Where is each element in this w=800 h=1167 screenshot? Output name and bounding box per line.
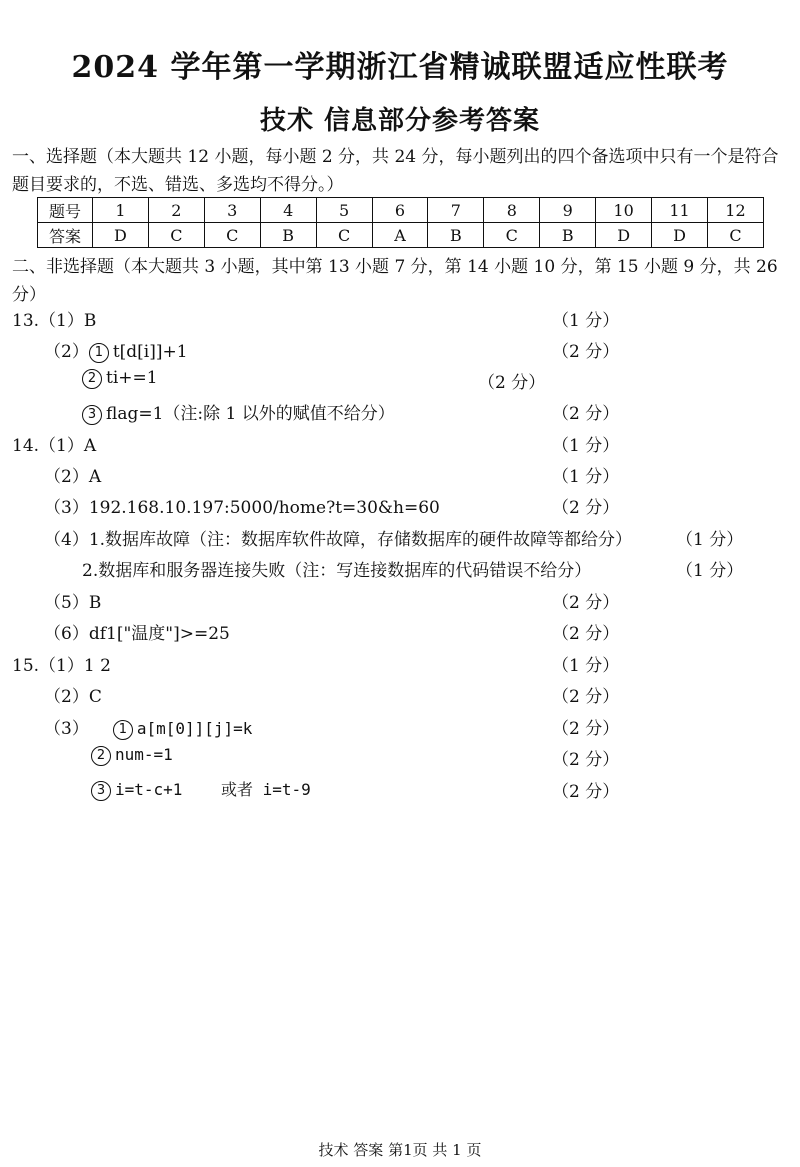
q13-2-1 bbox=[44, 337, 188, 363]
circled-number-icon: 1 bbox=[113, 720, 133, 740]
score-label: （1 分） bbox=[676, 561, 744, 581]
q-prefix: 14.（1） bbox=[12, 436, 84, 456]
page-subtitle: 技术 信息部分参考答案 bbox=[259, 106, 541, 136]
q-prefix: 13.（1） bbox=[12, 311, 84, 331]
q15-1 bbox=[12, 651, 111, 676]
q13-1 bbox=[12, 306, 96, 331]
answer-text: B bbox=[83, 311, 97, 331]
answer-text: a[m[0]][j]=k bbox=[136, 719, 253, 738]
score-label: （2 分） bbox=[552, 750, 620, 770]
table-cell: B bbox=[540, 223, 596, 248]
score-label: （2 分） bbox=[552, 719, 620, 739]
circled-number-icon: 2 bbox=[82, 369, 102, 389]
answer-text: df1["温度"]>=25 bbox=[88, 624, 230, 644]
score-label: （2 分） bbox=[552, 782, 620, 802]
q-prefix: （4） bbox=[44, 530, 89, 550]
q-prefix: （5） bbox=[44, 593, 89, 613]
table-cell: D bbox=[596, 223, 652, 248]
answer-text: i=t-c+1 或者 i=t-9 bbox=[115, 780, 311, 799]
table-cell: C bbox=[484, 223, 540, 248]
score-label: （1 分） bbox=[552, 436, 620, 456]
table-cell: 8 bbox=[484, 198, 540, 223]
q15-3-1 bbox=[44, 714, 252, 740]
row-label-answer: 答案 bbox=[38, 223, 93, 248]
table-cell: 1 bbox=[93, 198, 149, 223]
score-label: （2 分） bbox=[552, 342, 620, 362]
answer-text: 1 2 bbox=[83, 656, 111, 676]
page-footer: 技术 答案 第1页 共 1 页 bbox=[318, 1141, 482, 1159]
answer-text: 192.168.10.197:5000/home?t=30&h=60 bbox=[88, 498, 440, 518]
score-label: （2 分） bbox=[552, 404, 620, 424]
table-cell: D bbox=[93, 223, 149, 248]
score-label: （2 分） bbox=[552, 687, 620, 707]
score-label: （1 分） bbox=[676, 530, 744, 550]
answer-text: ti+=1 bbox=[106, 368, 158, 388]
number-row bbox=[38, 198, 764, 223]
q13-2-3 bbox=[82, 399, 395, 425]
table-cell: 12 bbox=[707, 198, 763, 223]
q-prefix: （3） bbox=[44, 498, 89, 518]
score-label: （1 分） bbox=[552, 656, 620, 676]
q14-5 bbox=[44, 588, 101, 613]
answer-text: t[d[i]]+1 bbox=[112, 342, 188, 362]
q-prefix: （2） bbox=[44, 342, 89, 362]
table-cell: 3 bbox=[204, 198, 260, 223]
table-cell: D bbox=[652, 223, 708, 248]
q-prefix: （3） bbox=[44, 719, 89, 739]
q13-2-2 bbox=[82, 368, 158, 389]
table-cell: C bbox=[316, 223, 372, 248]
answer-text: A bbox=[83, 436, 97, 456]
table-cell: 4 bbox=[260, 198, 316, 223]
q15-2 bbox=[44, 682, 102, 707]
score-label: （1 分） bbox=[552, 467, 620, 487]
circled-number-icon: 3 bbox=[82, 405, 102, 425]
q14-6 bbox=[44, 619, 230, 644]
q-prefix: （6） bbox=[44, 624, 89, 644]
q14-3 bbox=[44, 493, 440, 518]
q15-3-3 bbox=[91, 777, 311, 801]
table-cell: 7 bbox=[428, 198, 484, 223]
page-title: 2024 学年第一学期浙江省精诚联盟适应性联考 bbox=[71, 50, 729, 85]
q14-4-1 bbox=[44, 525, 632, 550]
answer-text: B bbox=[88, 593, 102, 613]
table-cell: C bbox=[204, 223, 260, 248]
table-cell: C bbox=[707, 223, 763, 248]
table-cell: 6 bbox=[372, 198, 428, 223]
answer-text: 2.数据库和服务器连接失败（注：写连接数据库的代码错误不给分） bbox=[82, 561, 592, 581]
q-prefix: （2） bbox=[44, 467, 89, 487]
q14-4-2 bbox=[82, 556, 591, 581]
q14-2 bbox=[44, 462, 101, 487]
table-cell: C bbox=[148, 223, 204, 248]
table-cell: 2 bbox=[148, 198, 204, 223]
answer-text: C bbox=[88, 687, 102, 707]
q15-3-2 bbox=[91, 745, 173, 766]
q-prefix: 15.（1） bbox=[12, 656, 84, 676]
circled-number-icon: 1 bbox=[89, 343, 109, 363]
table-cell: 9 bbox=[540, 198, 596, 223]
score-label: （1 分） bbox=[552, 311, 620, 331]
table-cell: B bbox=[260, 223, 316, 248]
table-cell: 10 bbox=[596, 198, 652, 223]
circled-number-icon: 2 bbox=[91, 746, 111, 766]
table-cell: 5 bbox=[316, 198, 372, 223]
score-label: （2 分） bbox=[552, 624, 620, 644]
score-label: （2 分） bbox=[552, 498, 620, 518]
score-label: （2 分） bbox=[478, 373, 546, 393]
row-label-number: 题号 bbox=[38, 198, 93, 223]
q14-1 bbox=[12, 431, 96, 456]
score-label: （2 分） bbox=[552, 593, 620, 613]
table-cell: A bbox=[372, 223, 428, 248]
circled-number-icon: 3 bbox=[91, 781, 111, 801]
answer-row bbox=[38, 223, 764, 248]
answer-table bbox=[37, 197, 764, 248]
section1-heading: 一、选择题（本大题共 12 小题，每小题 2 分，共 24 分，每小题列出的四个备选项中只有一个是符合题目要求的，不选、错选、多选均不得分。） bbox=[12, 147, 779, 195]
table-cell: 11 bbox=[652, 198, 708, 223]
q-prefix: （2） bbox=[44, 687, 89, 707]
answer-text: flag=1（注:除 1 以外的赋值不给分） bbox=[106, 404, 395, 424]
answer-text: A bbox=[88, 467, 102, 487]
answer-text: 1.数据库故障（注：数据库软件故障，存储数据库的硬件故障等都给分） bbox=[88, 530, 633, 550]
answer-text: num-=1 bbox=[115, 745, 173, 764]
table-cell: B bbox=[428, 223, 484, 248]
section2-heading: 二、非选择题（本大题共 3 小题，其中第 13 小题 7 分，第 14 小题 10 分，第 15 小题 9 分，共 26 分） bbox=[12, 257, 778, 305]
